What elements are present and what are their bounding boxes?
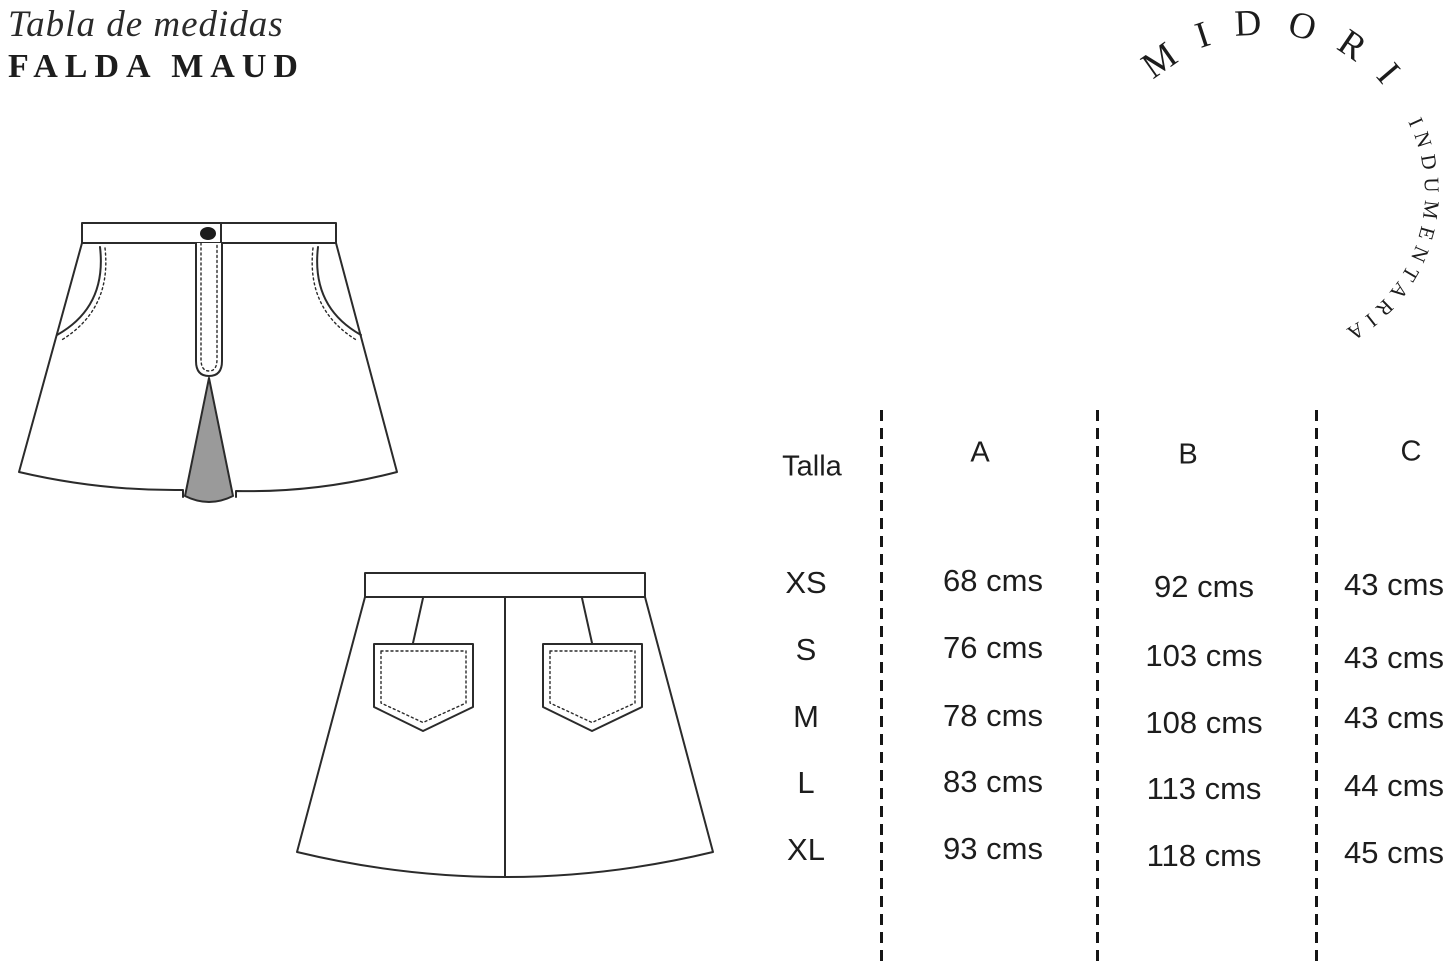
measure-a: 83 cms bbox=[943, 764, 1043, 799]
back-waistband bbox=[365, 573, 645, 597]
column-divider-2 bbox=[1096, 410, 1099, 961]
front-fly-placket bbox=[196, 243, 222, 376]
size-table-header-talla: Talla bbox=[782, 450, 842, 483]
front-button bbox=[200, 227, 216, 240]
title-product-name: FALDA MAUD bbox=[8, 48, 305, 86]
front-left-panel bbox=[19, 243, 183, 497]
page-title bbox=[8, 4, 305, 87]
measure-b: 113 cms bbox=[1146, 771, 1262, 806]
measure-a: 76 cms bbox=[943, 630, 1043, 665]
back-right-dart bbox=[582, 598, 592, 643]
front-right-panel bbox=[236, 243, 397, 497]
size-table-header-c: C bbox=[1400, 435, 1422, 468]
measure-c: 45 cms bbox=[1344, 835, 1444, 870]
size-label: L bbox=[797, 765, 815, 800]
front-pleat bbox=[185, 378, 233, 502]
measure-c: 43 cms bbox=[1344, 640, 1444, 675]
front-right-pocket bbox=[317, 247, 361, 335]
measure-b: 108 cms bbox=[1145, 705, 1263, 740]
brand-logo bbox=[1095, 0, 1445, 350]
skirt-back-drawing bbox=[280, 555, 725, 895]
measure-c: 44 cms bbox=[1344, 768, 1444, 803]
column-divider-1 bbox=[880, 410, 883, 961]
measure-b: 92 cms bbox=[1154, 569, 1254, 604]
brand-name: MIDORI bbox=[1134, 1, 1424, 110]
front-left-pocket bbox=[57, 247, 101, 335]
back-right-pocket bbox=[543, 644, 642, 731]
title-subtitle: Tabla de medidas bbox=[8, 4, 284, 45]
size-table-header-a: A bbox=[970, 436, 990, 469]
measure-a: 68 cms bbox=[943, 563, 1043, 598]
brand-logo-text bbox=[1134, 2, 1444, 350]
skirt-front-drawing bbox=[0, 195, 410, 520]
measure-a: 93 cms bbox=[943, 831, 1043, 866]
measure-b: 118 cms bbox=[1146, 838, 1262, 873]
brand-tagline: INDUMENTARIA bbox=[1337, 113, 1445, 350]
size-table-header-b: B bbox=[1178, 438, 1198, 471]
column-divider-3 bbox=[1315, 410, 1318, 961]
front-right-pocket-stitching bbox=[312, 248, 358, 341]
size-label: XS bbox=[785, 565, 827, 600]
measure-c: 43 cms bbox=[1344, 567, 1444, 602]
measure-b: 103 cms bbox=[1145, 638, 1263, 673]
size-label: XL bbox=[787, 832, 825, 867]
size-label: M bbox=[793, 699, 819, 734]
measure-c: 43 cms bbox=[1344, 700, 1444, 735]
size-label: S bbox=[795, 632, 817, 667]
measure-a: 78 cms bbox=[943, 698, 1043, 733]
back-left-dart bbox=[413, 598, 423, 643]
back-left-pocket bbox=[374, 644, 473, 731]
